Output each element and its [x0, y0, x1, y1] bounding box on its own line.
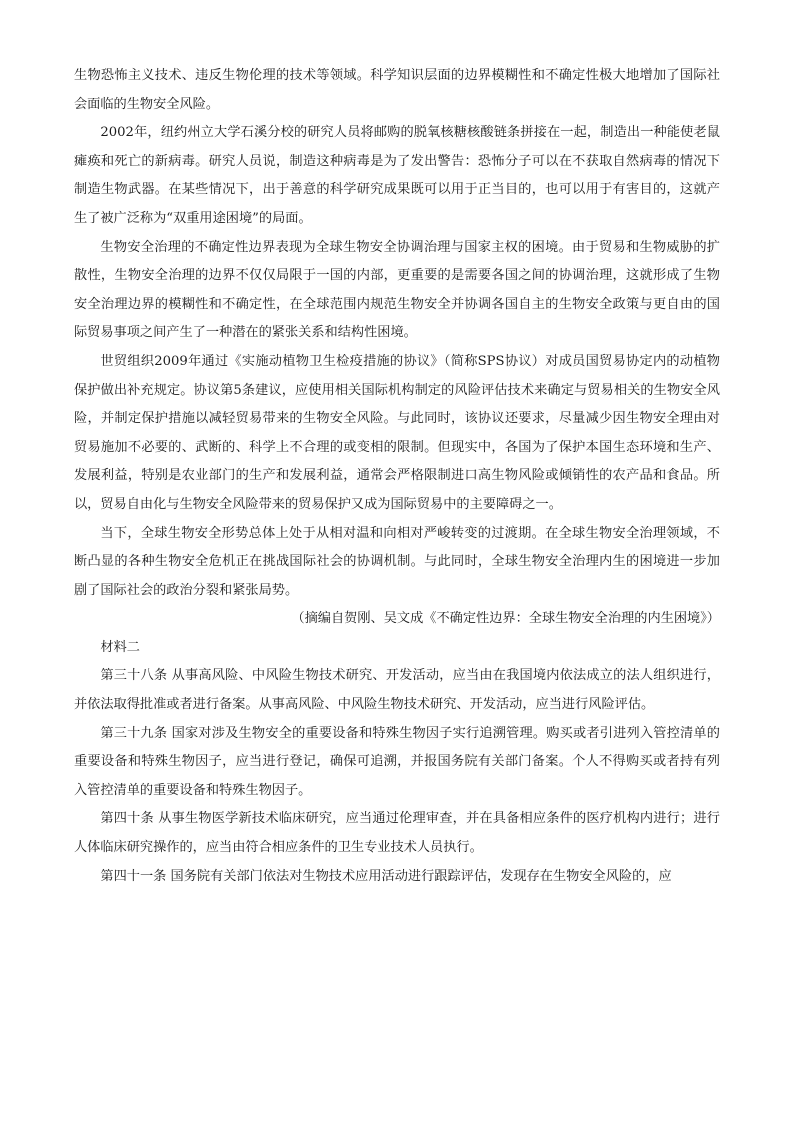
- article-38: 第三十八条 从事高风险、中风险生物技术研究、开发活动，应当由在我国境内依法成立的法人组织进行，并依法取得批准或者进行备案。从事高风险、中风险生物技术研究、开发活动，应当进行风险评估。: [74, 668, 720, 713]
- paragraph-2: 2002年，纽约州立大学石溪分校的研究人员将邮购的脱氧核糖核酸链条拼接在一起，制造出一种能使老鼠瘫痪和死亡的新病毒。研究人员说，制造这种病毒是为了发出警告：恐怖分子可以在不获取自然病毒的情况下制造生物武器。在某些情况下，出于善意的科学研究成果既可以用于正当目的，也可以用于有害目的，这就产生了被广泛称为“双重用途困境”的局面。: [74, 125, 720, 226]
- paragraph-3: 生物安全治理的不确定性边界表现为全球生物安全协调治理与国家主权的困境。由于贸易和生物威胁的扩散性，生物安全治理的边界不仅仅局限于一国的内部，更重要的是需要各国之间的协调治理，这就形成了生物安全治理边界的模糊性和不确定性，在全球范围内规范生物安全并协调各国自主的生物安全政策与更自由的国际贸易事项之间产生了一种潜在的紧张关系和结构性困境。: [74, 239, 720, 341]
- material-two-heading: 材料二: [100, 639, 140, 655]
- article-41: 第四十一条 国务院有关部门依法对生物技术应用活动进行跟踪评估，发现存在生物安全风险的，应: [100, 868, 672, 884]
- document-page: [74, 62, 720, 891]
- paragraph-1: 生物恐怖主义技术、违反生物伦理的技术等领域。科学知识层面的边界模糊性和不确定性极大地增加了国际社会面临的生物安全风险。: [74, 68, 720, 112]
- article-40: 第四十条 从事生物医学新技术临床研究，应当通过伦理审查，并在具备相应条件的医疗机构内进行；进行人体临床研究操作的，应当由符合相应条件的卫生专业技术人员执行。: [74, 811, 720, 856]
- citation: （摘编自贺刚、吴文成《不确定性边界：全球生物安全治理的内生困境》）: [291, 611, 720, 627]
- paragraph-4: 世贸组织2009年通过《实施动植物卫生检疫措施的协议》（简称SPS协议）对成员国贸易协定内的动植物保护做出补充规定。协议第5条建议，应使用相关国际机构制定的风险评估技术来确定与贸易相关的生物安全风险，并制定保护措施以减轻贸易带来的生物安全风险。与此同时，该协议还要求，尽量减少因生物安全理由对贸易施加不必要的、武断的、科学上不合理的或变相的限制。但现实中，各国为了保护本国生态环境和生产、发展利益，特别是农业部门的生产和发展利益，通常会严格限制进口高生物风险或倾销性的农产品和食品。所以，贸易自由化与生物安全风险带来的贸易保护又成为国际贸易中的主要障碍之一。: [74, 353, 720, 512]
- paragraph-5: 当下，全球生物安全形势总体上处于从相对温和向相对严峻转变的过渡期。在全球生物安全治理领域，不断凸显的各种生物安全危机正在挑战国际社会的协调机制。与此同时，全球生物安全治理内生的困境进一步加剧了国际社会的政治分裂和紧张局势。: [74, 525, 720, 598]
- article-39: 第三十九条 国家对涉及生物安全的重要设备和特殊生物因子实行追溯管理。购买或者引进列入管控清单的重要设备和特殊生物因子，应当进行登记，确保可追溯，并报国务院有关部门备案。个人不得购买或者持有列入管控清单的重要设备和特殊生物因子。: [74, 725, 720, 798]
